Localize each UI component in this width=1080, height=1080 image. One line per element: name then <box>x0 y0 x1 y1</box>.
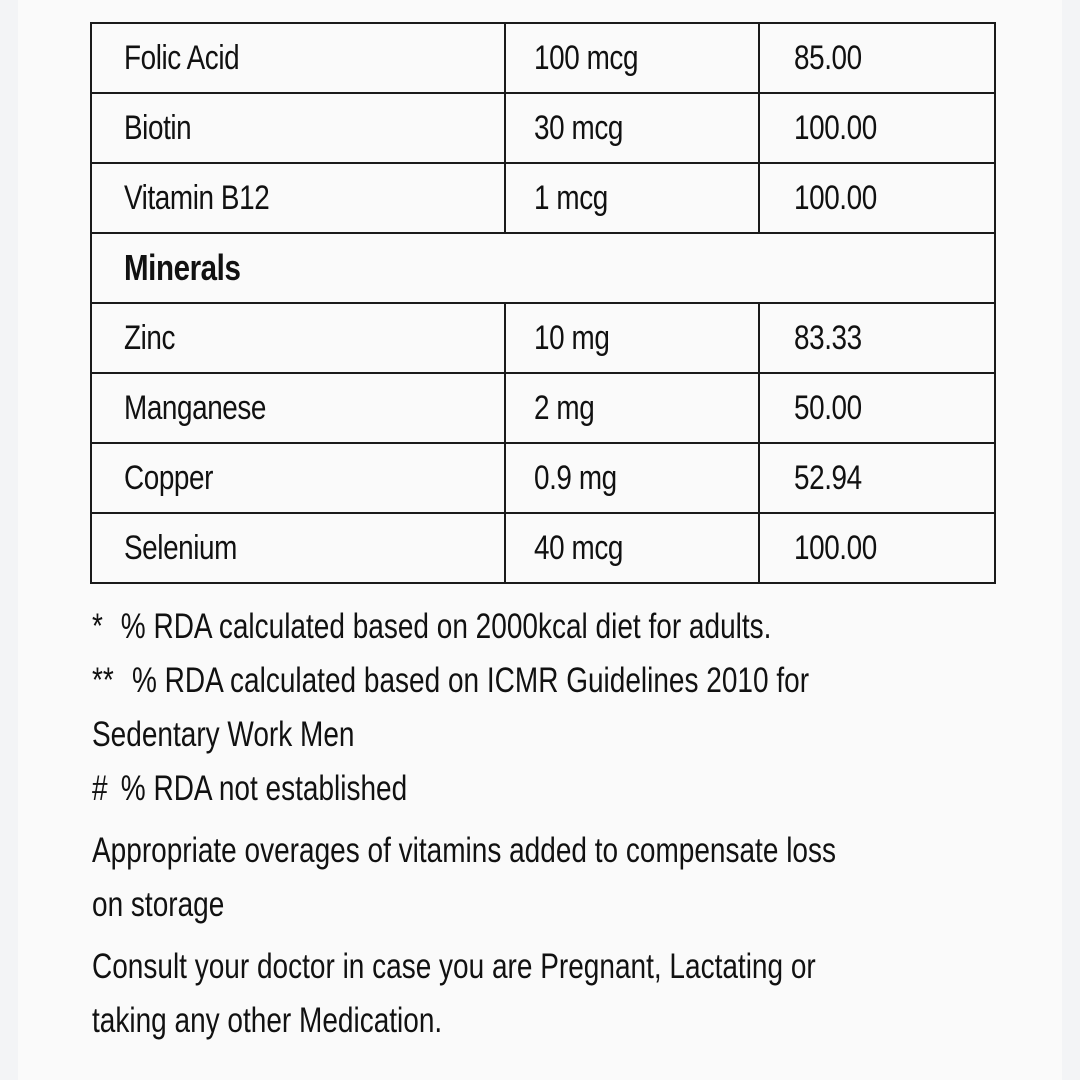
nutrient-rda: 83.33 <box>759 303 995 373</box>
footnotes-block <box>92 600 1052 1048</box>
nutrient-rda: 85.00 <box>759 23 995 93</box>
section-header-row <box>91 233 995 303</box>
footnote-rda-icmr <box>92 654 1052 708</box>
nutrient-name: Vitamin B12 <box>91 163 505 233</box>
table-row <box>91 163 995 233</box>
table-row <box>91 93 995 163</box>
footnote-rda-not-established <box>92 762 1052 816</box>
overages-statement-continued: on storage <box>92 885 225 924</box>
table-row <box>91 373 995 443</box>
nutrient-amount: 0.9 mg <box>505 443 759 513</box>
nutrition-table <box>90 22 996 584</box>
footnote-text: % RDA not established <box>120 769 408 808</box>
table-row <box>91 303 995 373</box>
footnote-marker: # <box>92 769 108 808</box>
nutrient-amount: 40 mcg <box>505 513 759 583</box>
nutrient-name: Zinc <box>91 303 505 373</box>
nutrient-name: Copper <box>91 443 505 513</box>
nutrient-name: Biotin <box>91 93 505 163</box>
table-row <box>91 513 995 583</box>
nutrient-rda: 100.00 <box>759 163 995 233</box>
nutrient-amount: 30 mcg <box>505 93 759 163</box>
overages-statement: Appropriate overages of vitamins added to compensate loss <box>92 831 836 870</box>
consult-doctor-statement-continued: taking any other Medication. <box>92 1001 443 1040</box>
footnote-marker: * <box>92 607 103 646</box>
nutrient-name: Manganese <box>91 373 505 443</box>
section-title-minerals: Minerals <box>91 233 995 303</box>
table-row <box>91 23 995 93</box>
footnote-text: % RDA calculated based on ICMR Guidelines 2010 for <box>132 661 810 700</box>
nutrient-rda: 100.00 <box>759 513 995 583</box>
table-row <box>91 443 995 513</box>
nutrient-name: Selenium <box>91 513 505 583</box>
footnote-marker: ** <box>92 661 114 700</box>
consult-doctor-statement: Consult your doctor in case you are Pregnant, Lactating or <box>92 947 816 986</box>
nutrient-amount: 10 mg <box>505 303 759 373</box>
nutrient-rda: 52.94 <box>759 443 995 513</box>
footnote-rda-adults <box>92 600 1052 654</box>
nutrient-amount: 2 mg <box>505 373 759 443</box>
nutrient-amount: 1 mcg <box>505 163 759 233</box>
footnote-rda-icmr-continued: Sedentary Work Men <box>92 715 355 754</box>
nutrient-rda: 100.00 <box>759 93 995 163</box>
nutrient-rda: 50.00 <box>759 373 995 443</box>
nutrient-amount: 100 mcg <box>505 23 759 93</box>
nutrient-name: Folic Acid <box>91 23 505 93</box>
footnote-text: % RDA calculated based on 2000kcal diet for adults. <box>120 607 772 646</box>
